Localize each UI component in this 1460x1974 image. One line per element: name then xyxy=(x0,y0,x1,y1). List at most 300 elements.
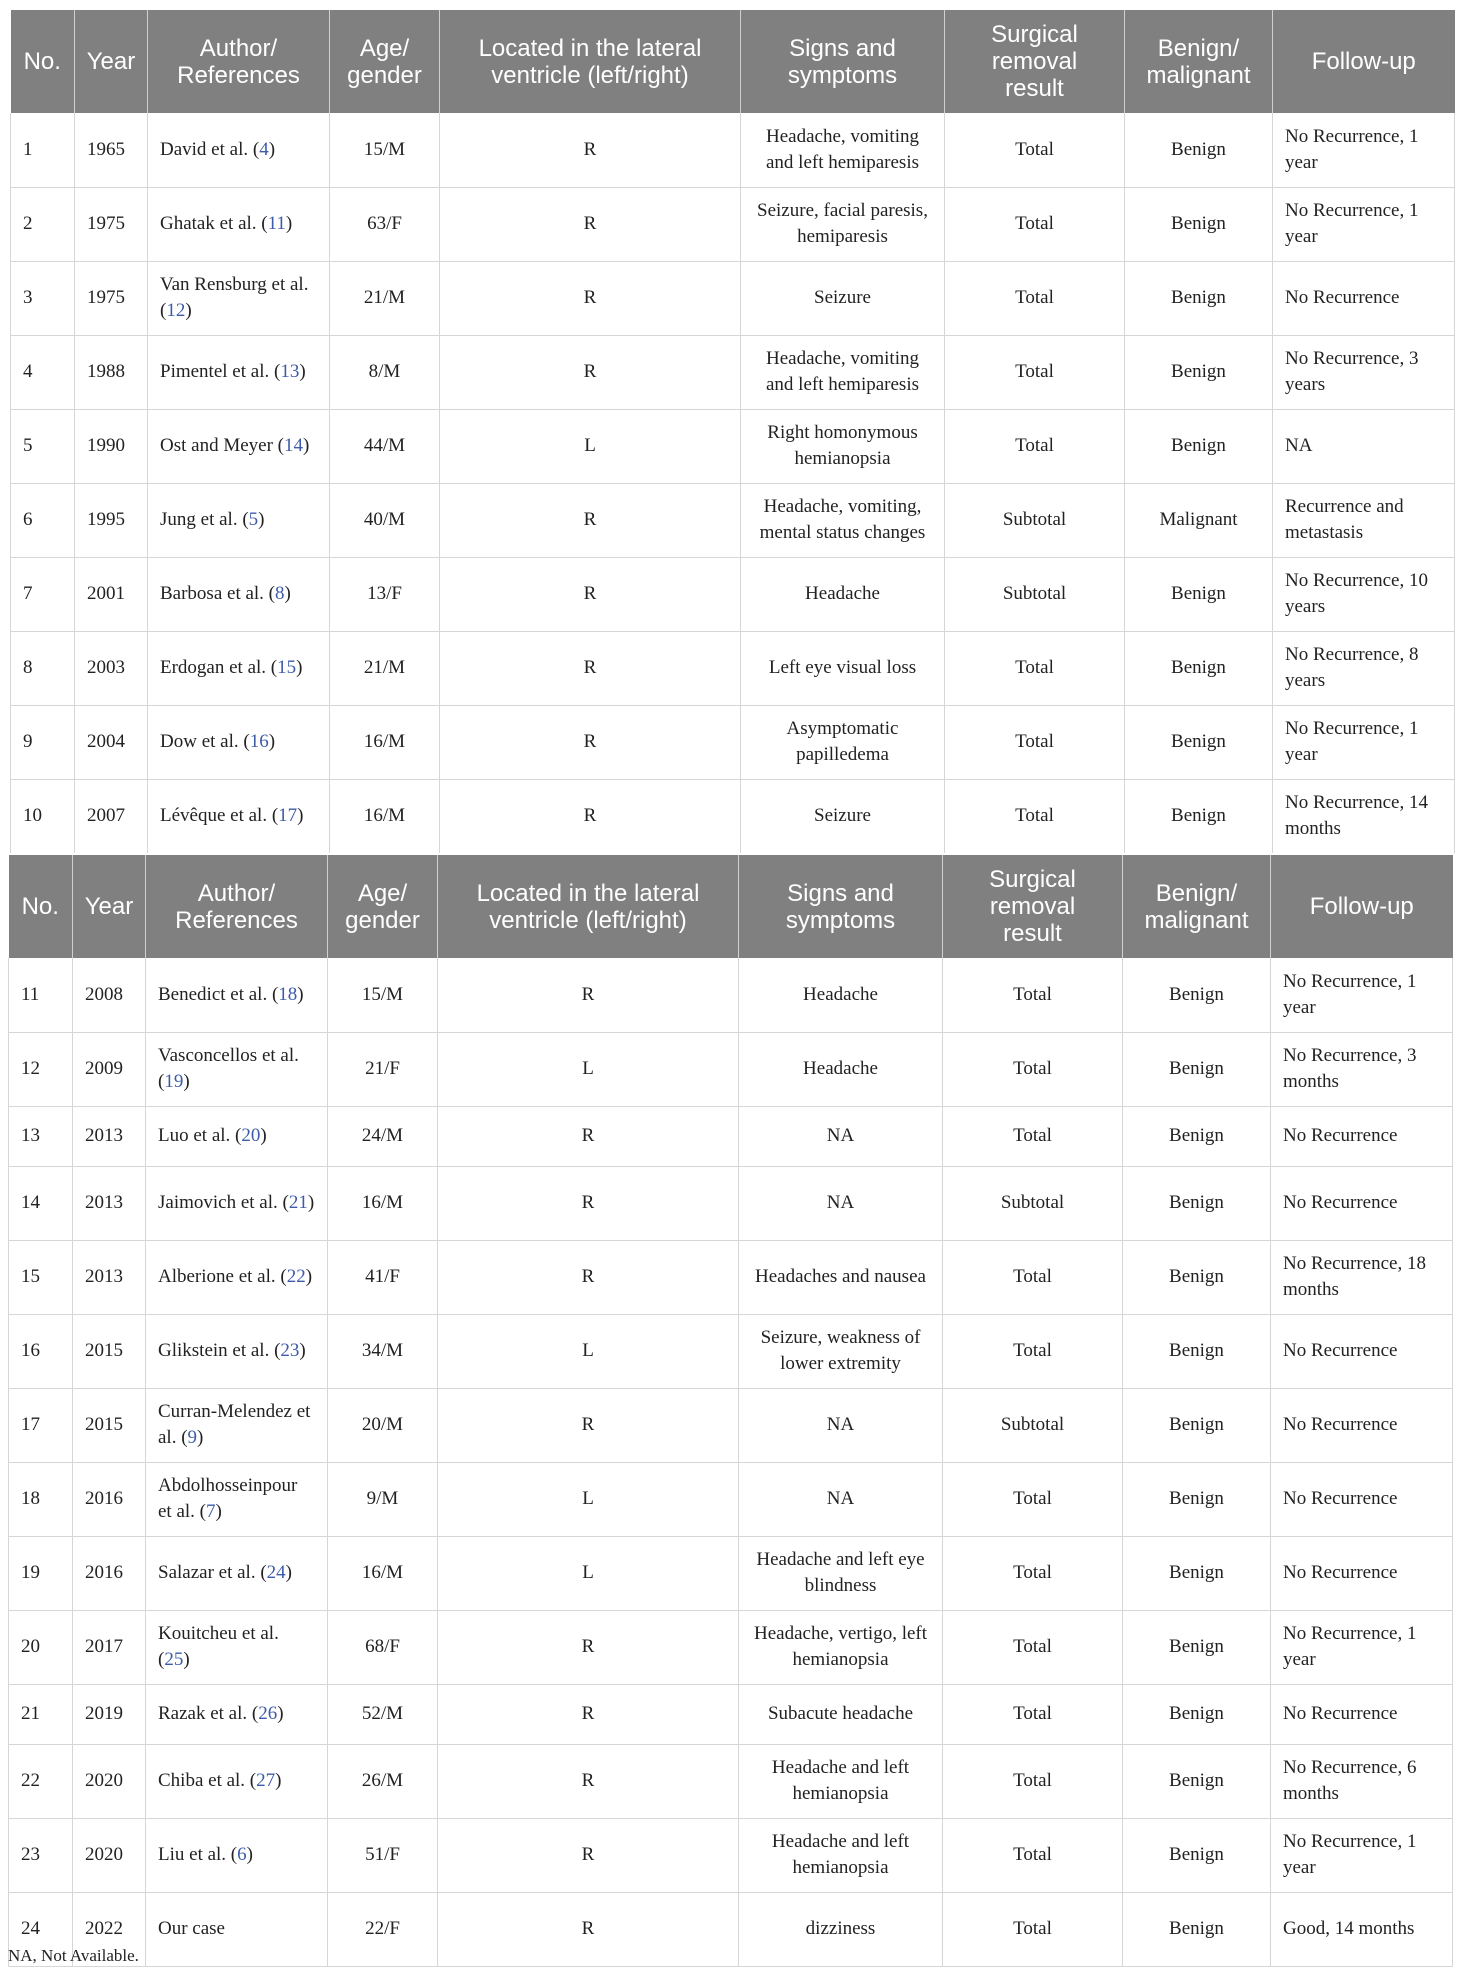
cell-nature: Benign xyxy=(1125,409,1273,483)
cell-followup: No Recurrence xyxy=(1271,1536,1453,1610)
reference-link[interactable]: 17 xyxy=(278,805,298,827)
cell-location: R xyxy=(440,187,741,261)
cell-no: 5 xyxy=(11,409,75,483)
cell-symptoms: Headaches and nausea xyxy=(739,1240,943,1314)
cell-nature: Benign xyxy=(1123,1744,1271,1818)
reference-close-paren: ) xyxy=(297,805,304,827)
header-no: No. xyxy=(9,855,73,958)
cell-location: R xyxy=(438,1166,739,1240)
cell-location: R xyxy=(440,779,741,853)
cell-followup: NA xyxy=(1273,409,1455,483)
cell-symptoms: dizziness xyxy=(739,1892,943,1966)
cell-location: R xyxy=(438,1106,739,1166)
cell-removal: Subtotal xyxy=(943,1166,1123,1240)
header-symptoms: Signs and symptoms xyxy=(739,855,943,958)
table-row xyxy=(11,557,1455,631)
table-row xyxy=(9,1892,1453,1966)
header-nature: Benign/ malignant xyxy=(1123,855,1271,958)
cell-no: 18 xyxy=(9,1462,73,1536)
cell-symptoms: Seizure xyxy=(741,261,945,335)
cell-no: 11 xyxy=(9,958,73,1032)
table-row xyxy=(9,1314,1453,1388)
cell-year: 2013 xyxy=(73,1240,146,1314)
cell-followup: No Recurrence, 3 years xyxy=(1273,335,1455,409)
cell-removal: Total xyxy=(943,1536,1123,1610)
reference-close-paren: ) xyxy=(197,1427,204,1448)
cell-symptoms: Headache xyxy=(741,557,945,631)
cell-symptoms: Seizure xyxy=(741,779,945,853)
reference-close-paren: ) xyxy=(297,983,304,1005)
cell-symptoms: NA xyxy=(739,1166,943,1240)
table-row xyxy=(9,1462,1453,1536)
cell-nature: Benign xyxy=(1123,1166,1271,1240)
author-text: Alberione et al. ( xyxy=(158,1266,287,1287)
cell-location: R xyxy=(438,1240,739,1314)
cell-year: 2015 xyxy=(73,1388,146,1462)
author-text: Ost and Meyer ( xyxy=(160,435,284,456)
author-text: David et al. ( xyxy=(160,138,260,160)
cell-location: L xyxy=(438,1314,739,1388)
reference-close-paren: ) xyxy=(277,1703,284,1724)
cell-no: 8 xyxy=(11,631,75,705)
author-text: Jaimovich et al. ( xyxy=(158,1192,289,1213)
reference-link[interactable]: 20 xyxy=(241,1125,261,1146)
cell-location: R xyxy=(440,261,741,335)
cell-symptoms: Headache and left hemianopsia xyxy=(739,1818,943,1892)
cell-age-gender: 16/M xyxy=(330,779,440,853)
cell-age-gender: 9/M xyxy=(328,1462,438,1536)
cell-location: R xyxy=(438,1610,739,1684)
cell-followup: No Recurrence xyxy=(1271,1388,1453,1462)
cell-age-gender: 24/M xyxy=(328,1106,438,1166)
reference-link[interactable]: 14 xyxy=(284,435,303,456)
cell-author xyxy=(146,1388,328,1462)
author-text: Glikstein et al. ( xyxy=(158,1340,281,1361)
cell-nature: Benign xyxy=(1123,1462,1271,1536)
reference-link[interactable]: 6 xyxy=(237,1844,247,1865)
cell-age-gender: 52/M xyxy=(328,1684,438,1744)
cell-author xyxy=(146,1314,328,1388)
cell-no: 9 xyxy=(11,705,75,779)
author-text: Vasconcellos et al. ( xyxy=(158,1045,299,1092)
cell-age-gender: 16/M xyxy=(330,705,440,779)
cell-location: R xyxy=(440,113,741,187)
author-text: Kouitcheu et al. ( xyxy=(158,1623,279,1670)
cell-no: 16 xyxy=(9,1314,73,1388)
table-row xyxy=(9,1610,1453,1684)
cell-followup: No Recurrence xyxy=(1271,1106,1453,1166)
cell-nature: Benign xyxy=(1125,705,1273,779)
cell-followup: No Recurrence, 8 years xyxy=(1273,631,1455,705)
cell-no: 21 xyxy=(9,1684,73,1744)
author-text: Barbosa et al. ( xyxy=(160,583,276,604)
cell-nature: Benign xyxy=(1125,779,1273,853)
reference-close-paren: ) xyxy=(285,213,293,234)
cell-removal: Total xyxy=(945,113,1125,187)
cell-followup: No Recurrence, 6 months xyxy=(1271,1744,1453,1818)
cell-no: 10 xyxy=(11,779,75,853)
reference-link[interactable]: 12 xyxy=(166,300,186,321)
cell-followup: Good, 14 months xyxy=(1271,1892,1453,1966)
table-row xyxy=(11,779,1455,853)
table-row xyxy=(9,1388,1453,1462)
cell-year: 1995 xyxy=(75,483,148,557)
cell-nature: Benign xyxy=(1123,1388,1271,1462)
reference-close-paren: ) xyxy=(299,1340,306,1361)
cell-removal: Total xyxy=(945,705,1125,779)
cell-location: R xyxy=(438,1892,739,1966)
cell-year: 2003 xyxy=(75,631,148,705)
cell-symptoms: Seizure, facial paresis, hemiparesis xyxy=(741,187,945,261)
reference-close-paren: ) xyxy=(307,1192,315,1213)
table-body xyxy=(9,958,1453,1966)
cell-no: 20 xyxy=(9,1610,73,1684)
cell-age-gender: 22/F xyxy=(328,1892,438,1966)
cell-location: R xyxy=(438,1684,739,1744)
reference-close-paren: ) xyxy=(183,1071,190,1092)
reference-link[interactable]: 9 xyxy=(187,1427,198,1448)
cell-location: R xyxy=(438,958,739,1032)
cell-removal: Total xyxy=(943,1818,1123,1892)
cell-followup: No Recurrence xyxy=(1271,1166,1453,1240)
cell-location: R xyxy=(440,483,741,557)
cell-removal: Total xyxy=(945,779,1125,853)
reference-close-paren: ) xyxy=(185,300,192,321)
cell-removal: Total xyxy=(943,1744,1123,1818)
cell-no: 6 xyxy=(11,483,75,557)
author-text: Dow et al. ( xyxy=(160,731,250,752)
cell-age-gender: 63/F xyxy=(330,187,440,261)
cell-year: 1965 xyxy=(75,113,148,187)
cell-removal: Total xyxy=(943,1684,1123,1744)
reference-close-paren: ) xyxy=(268,731,276,752)
reference-close-paren: ) xyxy=(296,657,303,678)
table-row xyxy=(11,187,1455,261)
author-text: Pimentel et al. ( xyxy=(160,361,281,382)
cell-removal: Total xyxy=(943,1106,1123,1166)
cell-followup: No Recurrence xyxy=(1271,1462,1453,1536)
cell-age-gender: 8/M xyxy=(330,335,440,409)
cell-removal: Total xyxy=(943,1032,1123,1106)
cell-year: 1990 xyxy=(75,409,148,483)
cell-removal: Total xyxy=(945,261,1125,335)
table-row xyxy=(9,958,1453,1032)
cell-nature: Benign xyxy=(1125,187,1273,261)
cell-symptoms: NA xyxy=(739,1106,943,1166)
header-author: Author/ References xyxy=(148,10,330,113)
cell-author xyxy=(146,1462,328,1536)
author-text: Razak et al. ( xyxy=(158,1703,259,1724)
cell-removal: Total xyxy=(943,958,1123,1032)
cell-nature: Benign xyxy=(1123,1314,1271,1388)
cell-nature: Benign xyxy=(1125,557,1273,631)
cell-symptoms: Headache xyxy=(739,958,943,1032)
cell-no: 13 xyxy=(9,1106,73,1166)
cell-symptoms: Headache xyxy=(739,1032,943,1106)
reference-link[interactable]: 11 xyxy=(267,213,286,234)
cell-author xyxy=(146,1106,328,1166)
cell-author xyxy=(148,631,330,705)
cell-no: 24 xyxy=(9,1892,73,1966)
cell-age-gender: 21/M xyxy=(330,261,440,335)
cell-nature: Benign xyxy=(1123,958,1271,1032)
cell-removal: Total xyxy=(945,187,1125,261)
reference-link[interactable]: 26 xyxy=(258,1703,278,1724)
reference-link[interactable]: 24 xyxy=(266,1562,286,1583)
cell-year: 2008 xyxy=(73,958,146,1032)
author-text: Benedict et al. ( xyxy=(158,983,279,1005)
cell-removal: Total xyxy=(945,409,1125,483)
case-table-1 xyxy=(10,10,1455,853)
cell-author xyxy=(148,409,330,483)
cell-symptoms: Seizure, weakness of lower extremity xyxy=(739,1314,943,1388)
reference-link[interactable]: 19 xyxy=(164,1071,184,1092)
cell-nature: Malignant xyxy=(1125,483,1273,557)
cell-age-gender: 40/M xyxy=(330,483,440,557)
cell-no: 17 xyxy=(9,1388,73,1462)
cell-removal: Subtotal xyxy=(945,557,1125,631)
cell-removal: Total xyxy=(943,1462,1123,1536)
table-row xyxy=(11,113,1455,187)
cell-location: R xyxy=(440,557,741,631)
cell-followup: No Recurrence, 1 year xyxy=(1271,958,1453,1032)
reference-link[interactable]: 16 xyxy=(249,731,269,752)
cell-followup: No Recurrence xyxy=(1271,1314,1453,1388)
cell-no: 12 xyxy=(9,1032,73,1106)
cell-followup: Recurrence and metastasis xyxy=(1273,483,1455,557)
reference-close-paren: ) xyxy=(275,1770,282,1791)
cell-removal: Total xyxy=(943,1892,1123,1966)
cell-symptoms: Headache, vomiting and left hemiparesis xyxy=(741,113,945,187)
cell-author xyxy=(146,958,328,1032)
reference-close-paren: ) xyxy=(303,435,310,456)
reference-close-paren: ) xyxy=(260,1125,267,1146)
cell-followup: No Recurrence, 1 year xyxy=(1271,1610,1453,1684)
cell-year: 1975 xyxy=(75,187,148,261)
author-text: Curran-Melendez et al. ( xyxy=(158,1401,311,1448)
cell-symptoms: Subacute headache xyxy=(739,1684,943,1744)
reference-link[interactable]: 21 xyxy=(288,1192,308,1213)
cell-year: 1975 xyxy=(75,261,148,335)
cell-author xyxy=(146,1892,328,1966)
cell-nature: Benign xyxy=(1125,631,1273,705)
cell-author xyxy=(146,1818,328,1892)
cell-year: 2019 xyxy=(73,1684,146,1744)
cell-age-gender: 44/M xyxy=(330,409,440,483)
cell-year: 2004 xyxy=(75,705,148,779)
cell-year: 2007 xyxy=(75,779,148,853)
cell-removal: Total xyxy=(943,1610,1123,1684)
reference-link[interactable]: 27 xyxy=(256,1770,276,1791)
reference-close-paren: ) xyxy=(215,1501,222,1522)
cell-symptoms: Headache, vomiting and left hemiparesis xyxy=(741,335,945,409)
cell-author xyxy=(146,1744,328,1818)
cell-removal: Subtotal xyxy=(945,483,1125,557)
cell-author xyxy=(146,1684,328,1744)
table-row xyxy=(11,261,1455,335)
cell-followup: No Recurrence, 3 months xyxy=(1271,1032,1453,1106)
reference-close-paren: ) xyxy=(284,583,291,604)
reference-close-paren: ) xyxy=(285,1562,292,1583)
author-text: Our case xyxy=(158,1918,225,1939)
reference-close-paren: ) xyxy=(258,509,265,530)
author-text: Ghatak et al. ( xyxy=(160,213,268,234)
author-text: Liu et al. ( xyxy=(158,1844,238,1865)
reference-link[interactable]: 15 xyxy=(277,657,297,678)
cell-followup: No Recurrence, 14 months xyxy=(1273,779,1455,853)
cell-removal: Subtotal xyxy=(943,1388,1123,1462)
table-row xyxy=(9,1106,1453,1166)
cell-symptoms: Left eye visual loss xyxy=(741,631,945,705)
cell-followup: No Recurrence, 1 year xyxy=(1271,1818,1453,1892)
cell-author xyxy=(146,1536,328,1610)
cell-nature: Benign xyxy=(1123,1106,1271,1166)
cell-no: 19 xyxy=(9,1536,73,1610)
reference-close-paren: ) xyxy=(299,361,306,382)
reference-link[interactable]: 18 xyxy=(278,983,298,1005)
table-row xyxy=(11,483,1455,557)
cell-no: 3 xyxy=(11,261,75,335)
reference-link[interactable]: 25 xyxy=(164,1649,184,1670)
header-year: Year xyxy=(75,10,148,113)
cell-year: 2020 xyxy=(73,1818,146,1892)
cell-location: R xyxy=(440,335,741,409)
reference-close-paren: ) xyxy=(268,138,276,160)
cell-removal: Total xyxy=(943,1314,1123,1388)
header-year: Year xyxy=(73,855,146,958)
cell-symptoms: Headache, vomiting, mental status changes xyxy=(741,483,945,557)
cell-location: R xyxy=(440,705,741,779)
cell-symptoms: NA xyxy=(739,1462,943,1536)
cell-age-gender: 34/M xyxy=(328,1314,438,1388)
cell-removal: Total xyxy=(945,631,1125,705)
cell-author xyxy=(148,113,330,187)
cell-followup: No Recurrence, 1 year xyxy=(1273,113,1455,187)
cell-age-gender: 21/F xyxy=(328,1032,438,1106)
cell-year: 2009 xyxy=(73,1032,146,1106)
cell-year: 2013 xyxy=(73,1166,146,1240)
header-location: Located in the lateral ventricle (left/right) xyxy=(440,10,741,113)
cell-age-gender: 16/M xyxy=(328,1166,438,1240)
cell-no: 22 xyxy=(9,1744,73,1818)
header-author: Author/ References xyxy=(146,855,328,958)
cell-symptoms: Asymptomatic papilledema xyxy=(741,705,945,779)
reference-link[interactable]: 23 xyxy=(280,1340,300,1361)
reference-link[interactable]: 13 xyxy=(280,361,300,382)
cell-location: R xyxy=(438,1388,739,1462)
cell-location: L xyxy=(438,1462,739,1536)
cell-nature: Benign xyxy=(1123,1610,1271,1684)
table-part-2 xyxy=(8,855,1452,1940)
reference-link[interactable]: 22 xyxy=(286,1266,306,1287)
cell-followup: No Recurrence xyxy=(1271,1684,1453,1744)
cell-no: 1 xyxy=(11,113,75,187)
cell-removal: Total xyxy=(943,1240,1123,1314)
cell-author xyxy=(146,1032,328,1106)
reference-link[interactable]: 5 xyxy=(248,509,259,530)
cell-author xyxy=(146,1610,328,1684)
header-followup: Follow-up xyxy=(1273,10,1455,113)
header-removal: Surgical removal result xyxy=(945,10,1125,113)
header-removal: Surgical removal result xyxy=(943,855,1123,958)
cell-year: 2017 xyxy=(73,1610,146,1684)
cell-nature: Benign xyxy=(1125,261,1273,335)
cell-symptoms: Headache and left hemianopsia xyxy=(739,1744,943,1818)
header-symptoms: Signs and symptoms xyxy=(741,10,945,113)
cell-year: 2022 xyxy=(73,1892,146,1966)
cell-year: 1988 xyxy=(75,335,148,409)
header-location: Located in the lateral ventricle (left/right) xyxy=(438,855,739,958)
cell-symptoms: Headache and left eye blindness xyxy=(739,1536,943,1610)
table-body xyxy=(11,113,1455,853)
cell-age-gender: 68/F xyxy=(328,1610,438,1684)
reference-link[interactable]: 8 xyxy=(275,583,285,604)
cell-age-gender: 15/M xyxy=(330,113,440,187)
cell-age-gender: 20/M xyxy=(328,1388,438,1462)
header-row xyxy=(9,855,1453,958)
reference-link[interactable]: 4 xyxy=(259,138,269,160)
cell-author xyxy=(148,261,330,335)
cell-nature: Benign xyxy=(1123,1240,1271,1314)
cell-no: 2 xyxy=(11,187,75,261)
author-text: Chiba et al. ( xyxy=(158,1770,257,1791)
cell-followup: No Recurrence, 1 year xyxy=(1273,187,1455,261)
table-row xyxy=(11,335,1455,409)
cell-followup: No Recurrence, 1 year xyxy=(1273,705,1455,779)
cell-no: 23 xyxy=(9,1818,73,1892)
table-row xyxy=(11,409,1455,483)
cell-nature: Benign xyxy=(1123,1032,1271,1106)
cell-age-gender: 13/F xyxy=(330,557,440,631)
cell-year: 2001 xyxy=(75,557,148,631)
header-age-gender: Age/ gender xyxy=(330,10,440,113)
cell-nature: Benign xyxy=(1125,113,1273,187)
table-part-1 xyxy=(10,10,1454,855)
header-age-gender: Age/ gender xyxy=(328,855,438,958)
header-row xyxy=(11,10,1455,113)
cell-no: 15 xyxy=(9,1240,73,1314)
cell-nature: Benign xyxy=(1123,1818,1271,1892)
table-row xyxy=(9,1166,1453,1240)
cell-removal: Total xyxy=(945,335,1125,409)
table-row xyxy=(9,1684,1453,1744)
cell-followup: No Recurrence, 18 months xyxy=(1271,1240,1453,1314)
author-text: Salazar et al. ( xyxy=(158,1562,267,1583)
header-nature: Benign/ malignant xyxy=(1125,10,1273,113)
case-table-2 xyxy=(8,855,1453,1967)
table-row xyxy=(11,631,1455,705)
table-row xyxy=(9,1536,1453,1610)
cell-location: R xyxy=(438,1744,739,1818)
cell-age-gender: 41/F xyxy=(328,1240,438,1314)
cell-no: 14 xyxy=(9,1166,73,1240)
cell-author xyxy=(148,779,330,853)
author-text: Luo et al. ( xyxy=(158,1125,242,1146)
author-text: Abdolhosseinpour et al. ( xyxy=(158,1475,298,1522)
cell-symptoms: Right homonymous hemianopsia xyxy=(741,409,945,483)
header-followup: Follow-up xyxy=(1271,855,1453,958)
cell-author xyxy=(148,187,330,261)
cell-author xyxy=(146,1166,328,1240)
cell-age-gender: 21/M xyxy=(330,631,440,705)
cell-author xyxy=(146,1240,328,1314)
cell-author xyxy=(148,557,330,631)
cell-year: 2015 xyxy=(73,1314,146,1388)
author-text: Van Rensburg et al. ( xyxy=(160,274,309,321)
reference-link[interactable]: 7 xyxy=(206,1501,216,1522)
cell-location: R xyxy=(438,1818,739,1892)
cell-age-gender: 15/M xyxy=(328,958,438,1032)
